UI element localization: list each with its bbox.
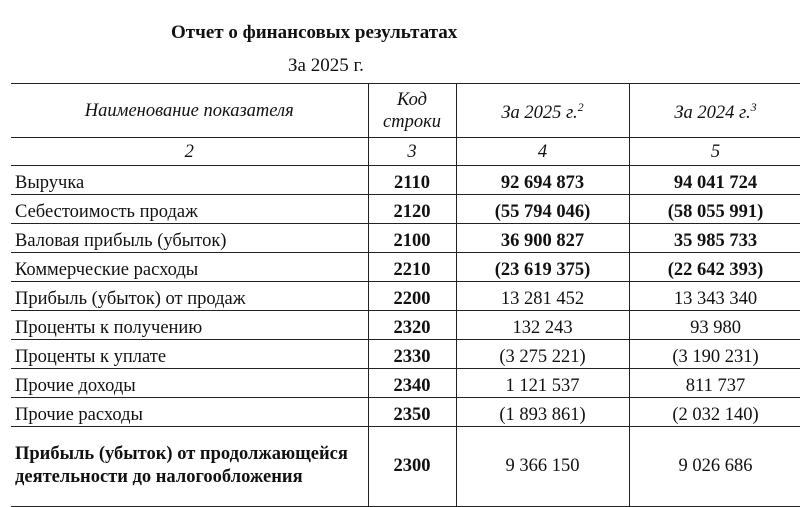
- row-name: Проценты к получению: [11, 311, 368, 340]
- header-current-year: [456, 84, 629, 138]
- header-current-year-note: 2: [577, 100, 584, 115]
- header-indicator-name: Наименование показателя: [11, 84, 368, 138]
- row-code: 2100: [368, 224, 456, 253]
- row-current-value: (55 794 046): [456, 195, 629, 224]
- row-previous-value: (58 055 991): [629, 195, 800, 224]
- row-current-value: (23 619 375): [456, 253, 629, 282]
- row-name: Прочие расходы: [11, 398, 368, 427]
- row-name: Коммерческие расходы: [11, 253, 368, 282]
- row-code: 2300: [368, 427, 456, 507]
- row-code: 2320: [368, 311, 456, 340]
- column-number: 3: [368, 138, 456, 166]
- column-number: 2: [11, 138, 368, 166]
- row-code: 2210: [368, 253, 456, 282]
- header-line-code: [368, 84, 456, 138]
- row-name: Выручка: [11, 166, 368, 195]
- row-code: 2350: [368, 398, 456, 427]
- table-row: [11, 311, 800, 340]
- report-title: Отчет о финансовых результатах: [171, 22, 458, 43]
- table-row: [11, 166, 800, 195]
- table-row: [11, 398, 800, 427]
- row-previous-value: 811 737: [629, 369, 800, 398]
- row-previous-value: (22 642 393): [629, 253, 800, 282]
- row-current-value: 132 243: [456, 311, 629, 340]
- row-name: Прочие доходы: [11, 369, 368, 398]
- header-code-line2: строки: [383, 111, 441, 132]
- column-number: 5: [629, 138, 800, 166]
- row-code: 2200: [368, 282, 456, 311]
- header-previous-year-label: За 2024 г.: [674, 103, 751, 124]
- row-code: 2120: [368, 195, 456, 224]
- row-code: 2330: [368, 340, 456, 369]
- column-number: 4: [456, 138, 629, 166]
- report-period: За 2025 г.: [288, 55, 364, 76]
- row-previous-value: 35 985 733: [629, 224, 800, 253]
- table-row: [11, 195, 800, 224]
- table-row-pretax-profit: [11, 427, 800, 507]
- row-code: 2340: [368, 369, 456, 398]
- header-code-line1: Код: [397, 89, 427, 110]
- table-row: [11, 224, 800, 253]
- row-current-value: 1 121 537: [456, 369, 629, 398]
- table-row: [11, 282, 800, 311]
- row-current-value: 92 694 873: [456, 166, 629, 195]
- row-previous-value: 13 343 340: [629, 282, 800, 311]
- header-previous-year-note: 3: [750, 100, 757, 115]
- row-previous-value: 93 980: [629, 311, 800, 340]
- table-row: [11, 369, 800, 398]
- table-row: [11, 253, 800, 282]
- row-previous-value: 9 026 686: [629, 427, 800, 507]
- row-current-value: 36 900 827: [456, 224, 629, 253]
- row-current-value: 13 281 452: [456, 282, 629, 311]
- financial-results-table: [11, 83, 800, 507]
- table-row: [11, 340, 800, 369]
- column-numbers-row: [11, 138, 800, 166]
- row-previous-value: 94 041 724: [629, 166, 800, 195]
- row-name: Валовая прибыль (убыток): [11, 224, 368, 253]
- header-previous-year: [629, 84, 800, 138]
- row-name: Прибыль (убыток) от продолжающейся деятельности до налогообложения: [11, 427, 368, 507]
- row-name: Прибыль (убыток) от продаж: [11, 282, 368, 311]
- row-name: Проценты к уплате: [11, 340, 368, 369]
- row-current-value: (3 275 221): [456, 340, 629, 369]
- row-current-value: 9 366 150: [456, 427, 629, 507]
- row-previous-value: (3 190 231): [629, 340, 800, 369]
- table-header-row: [11, 84, 800, 138]
- row-name: Себестоимость продаж: [11, 195, 368, 224]
- row-code: 2110: [368, 166, 456, 195]
- header-current-year-label: За 2025 г.: [501, 103, 578, 124]
- row-current-value: (1 893 861): [456, 398, 629, 427]
- row-previous-value: (2 032 140): [629, 398, 800, 427]
